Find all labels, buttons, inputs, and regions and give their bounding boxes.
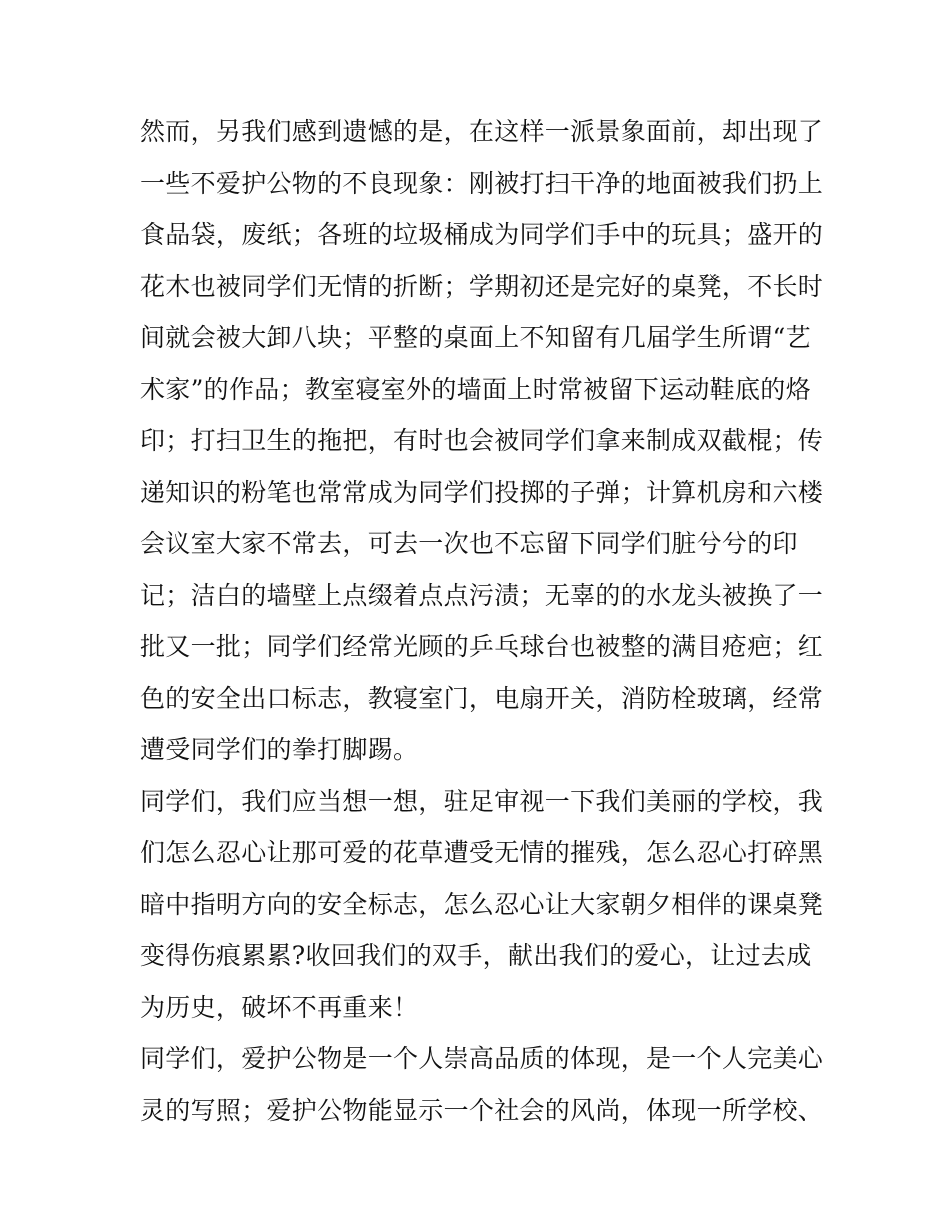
text-line: 批又一批；同学们经常光顾的乒乓球台也被整的满目疮疤；红: [140, 632, 824, 661]
text-line: 术家”的作品；教室寝室外的墙面上时常被留下运动鞋底的烙: [140, 374, 811, 404]
text-line: 一些不爱护公物的不良现象：刚被打扫干净的地面被我们扔上: [140, 168, 824, 198]
text-line: 递知识的粉笔也常常成为同学们投掷的子弹；计算机房和六楼: [140, 477, 824, 507]
text-line: 记；洁白的墙壁上点缀着点点污渍；无辜的的水龙头被换了一: [140, 580, 824, 610]
body-text: [140, 106, 830, 1136]
text-line: 间就会被大卸八块；平整的桌面上不知留有几届学生所谓“艺: [140, 323, 811, 352]
text-line: 印；打扫卫生的拖把，有时也会被同学们拿来制成双截棍；传: [140, 426, 824, 455]
text-line: 变得伤痕累累?收回我们的双手，献出我们的爱心，让过去成: [140, 941, 812, 970]
text-line: 会议室大家不常去，可去一次也不忘留下同学们脏兮兮的印: [140, 529, 798, 558]
text-line: 暗中指明方向的安全标志，怎么忍心让大家朝夕相伴的课桌凳: [140, 889, 824, 919]
text-line: 为历史，破坏不再重来！: [140, 992, 419, 1022]
text-line: 同学们，爱护公物是一个人崇高品质的体现，是一个人完美心: [140, 1044, 824, 1073]
text-line: 灵的写照；爱护公物能显示一个社会的风尚，体现一所学校、: [140, 1095, 824, 1125]
text-line: 们怎么忍心让那可爱的花草遭受无情的摧残，怎么忍心打碎黑: [140, 838, 824, 867]
text-line: 色的安全出口标志，教寝室门，电扇开关，消防栓玻璃，经常: [140, 683, 824, 713]
text-line: 食品袋，废纸；各班的垃圾桶成为同学们手中的玩具；盛开的: [140, 220, 824, 249]
text-line: 同学们，我们应当想一想，驻足审视一下我们美丽的学校，我: [140, 786, 824, 816]
text-line: 然而，另我们感到遗憾的是，在这样一派景象面前，却出现了: [140, 117, 824, 146]
text-line: 遭受同学们的拳打脚踢。: [140, 735, 419, 764]
text-line: 花木也被同学们无情的折断；学期初还是完好的桌凳，不长时: [140, 271, 824, 301]
